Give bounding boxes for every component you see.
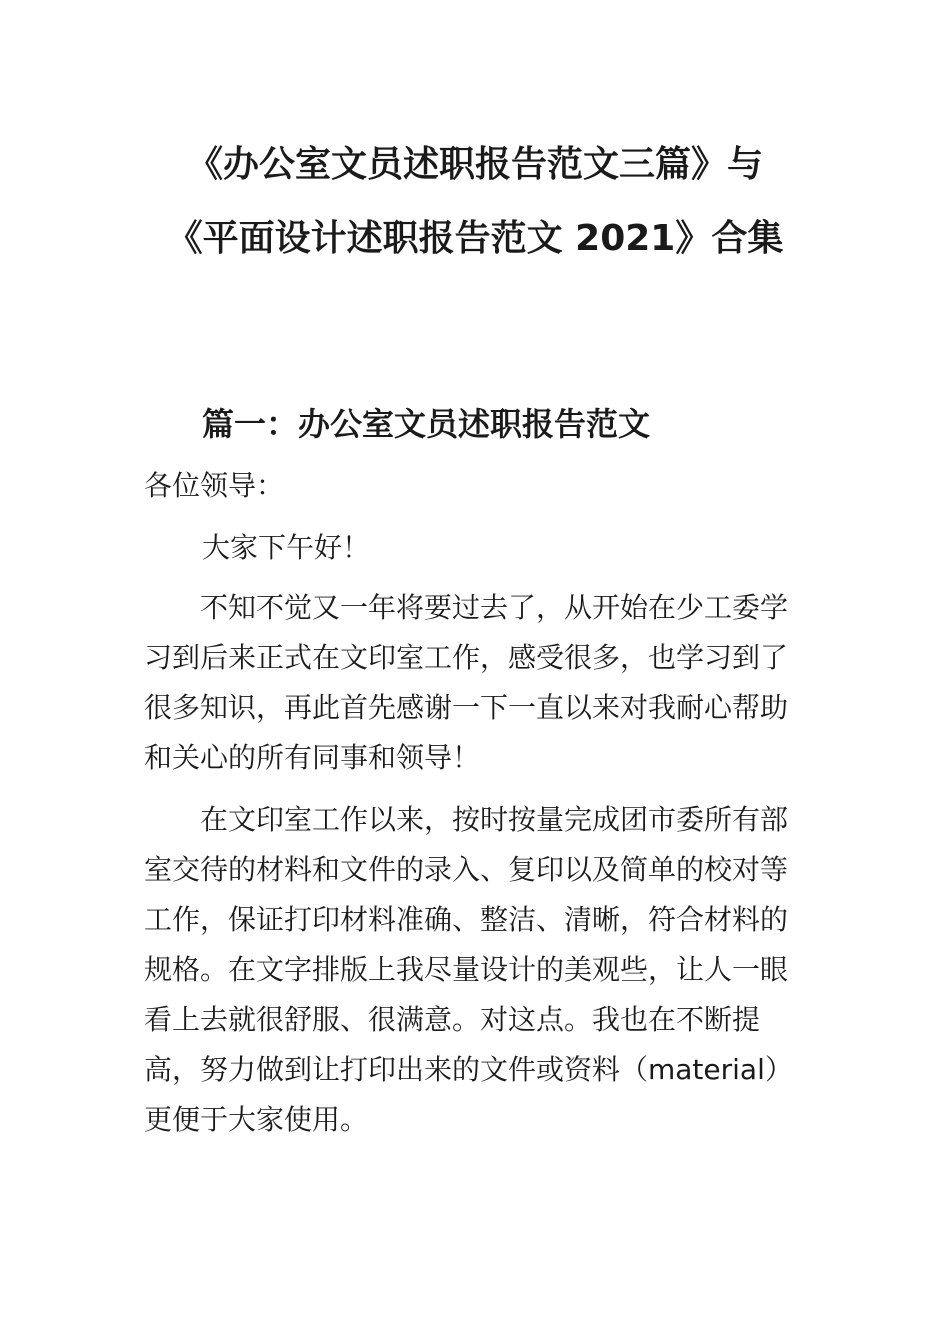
paragraph-1: 不知不觉又一年将要过去了，从开始在少工委学习到后来正式在文印室工作，感受很多，也学习到了很多知识，再此首先感谢一下一直以来对我耐心帮助和关心的所有同事和领导！ <box>144 591 789 774</box>
salutation: 各位领导： <box>144 469 285 502</box>
section-heading: 篇一：办公室文员述职报告范文 <box>202 405 651 443</box>
greeting: 大家下午好！ <box>202 531 371 564</box>
document-title-line-1: 《办公室文员述职报告范文三篇》与 <box>186 144 763 185</box>
paragraph-2: 在文印室工作以来，按时按量完成团市委所有部室交待的材料和文件的录入、复印以及简单的校对等工作，保证打印材料准确、整洁、清晰，符合材料的规格。在文字排版上我尽量设计的美观些，让人一眼看上去就很舒服、很满意。对这点。我也在不断提高，努力做到让打印出来的文件或资料（material）更便于大家使用。 <box>144 803 793 1136</box>
document-title-line-2: 《平面设计述职报告范文 2021》合集 <box>166 218 784 259</box>
